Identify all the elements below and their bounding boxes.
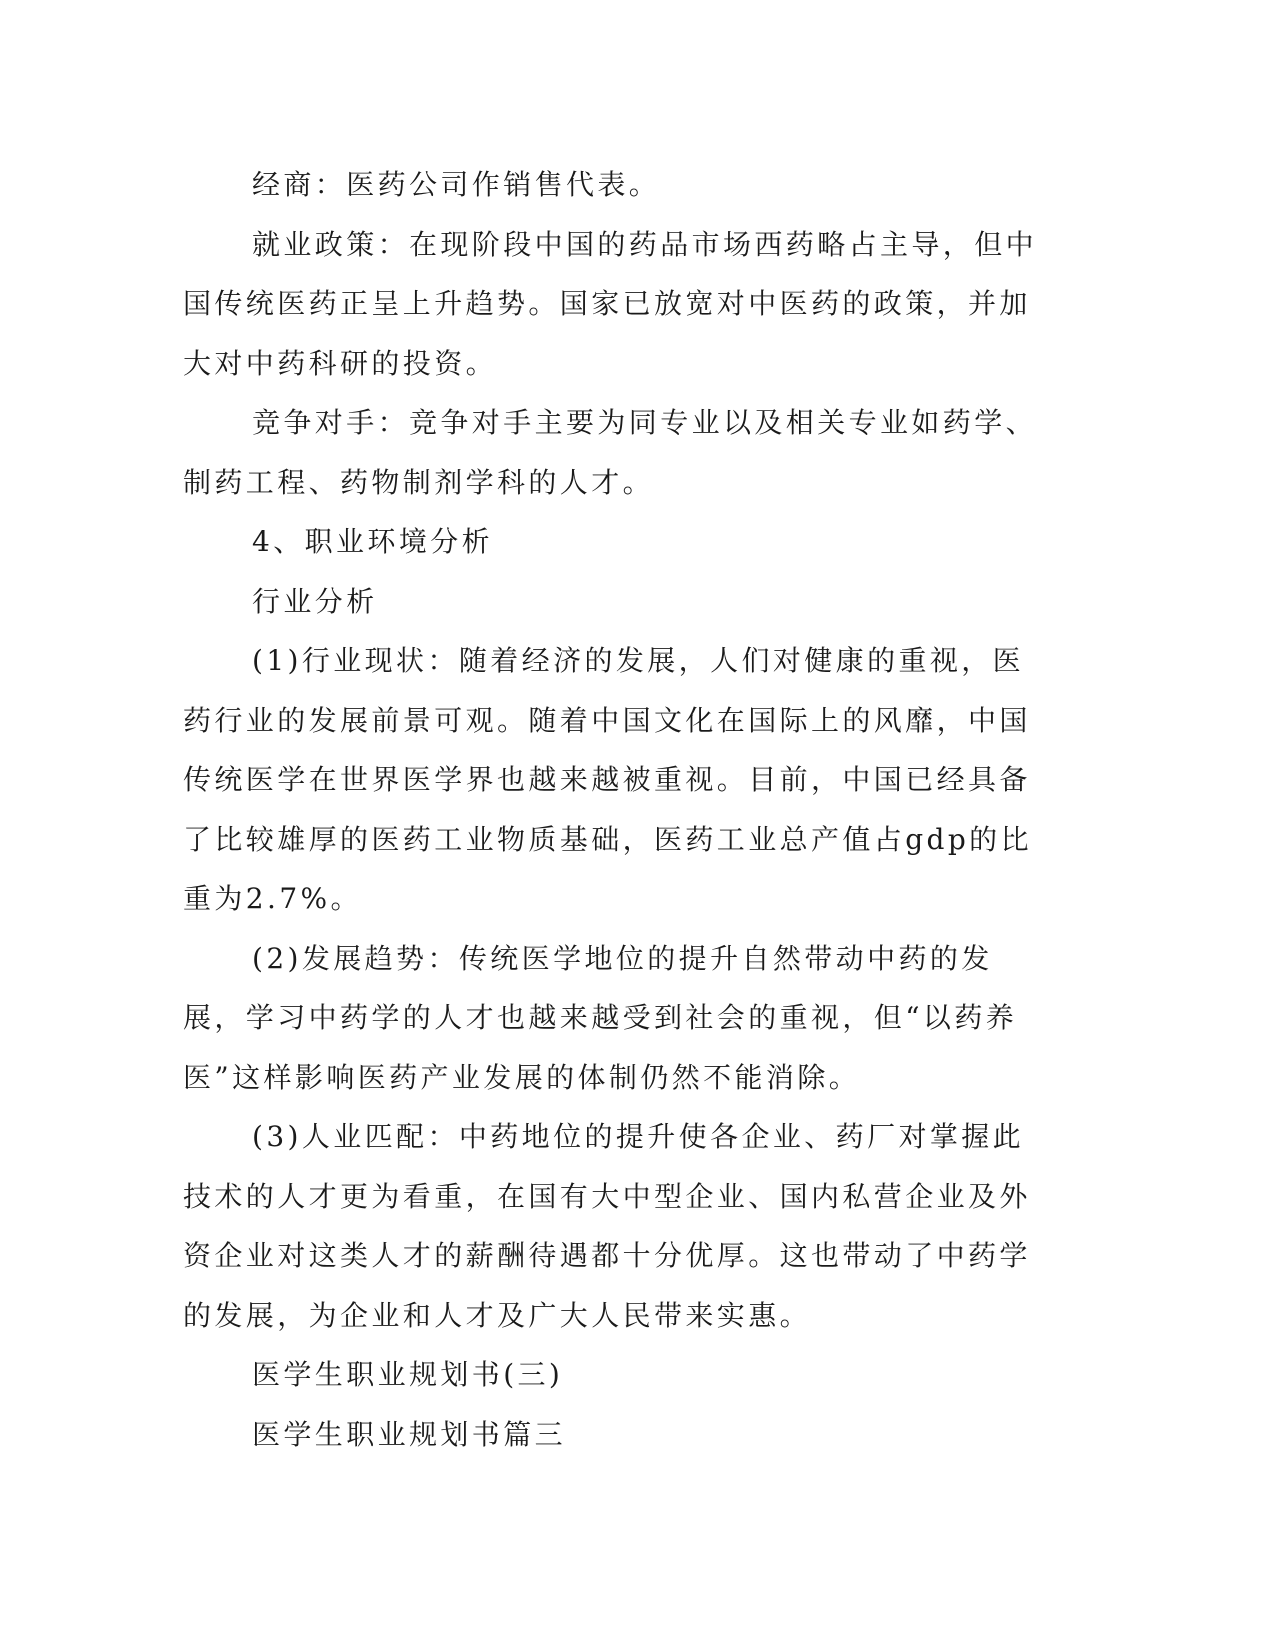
subheading-industry-analysis: 行业分析 <box>252 584 378 618</box>
paragraph-development-trend: (2)发展趋势：传统医学地位的提升自然带动中药的发展，学习中药学的人才也越来越受到社会的重视，但“以药养医”这样影响医药产业发展的体制仍然不能消除。 <box>183 941 1018 1094</box>
section-heading-environment: 4、职业环境分析 <box>252 525 494 558</box>
paragraph-employment-policy: 就业政策：在现阶段中国的药品市场西药略占主导，但中国传统医药正呈上升趋势。国家已放宽对中医药的政策，并加大对中药科研的投资。 <box>183 227 1038 380</box>
document-subtitle: 医学生职业规划书篇三 <box>252 1417 567 1451</box>
paragraph-competitors: 竞争对手：竞争对手主要为同专业以及相关专业如药学、制药工程、药物制剂学科的人才。 <box>183 406 1038 499</box>
document-title: 医学生职业规划书(三) <box>252 1358 564 1391</box>
document-body <box>183 155 1045 1464</box>
paragraph-industry-status: (1)行业现状：随着经济的发展，人们对健康的重视，医药行业的发展前景可观。随着中国文化在国际上的风靡，中国传统医学在世界医学界也越来越被重视。目前，中国已经具备了比较雄厚的医药工业物质基础，医药工业总产值占gdp的比重为2.7%。 <box>183 644 1032 915</box>
paragraph-person-job-match: (3)人业匹配：中药地位的提升使各企业、药厂对掌握此技术的人才更为看重，在国有大中型企业、国内私营企业及外资企业对这类人才的薪酬待遇都十分优厚。这也带动了中药学的发展，为企业和人才及广大人民带来实惠。 <box>183 1120 1031 1332</box>
paragraph-business: 经商：医药公司作销售代表。 <box>252 168 661 201</box>
